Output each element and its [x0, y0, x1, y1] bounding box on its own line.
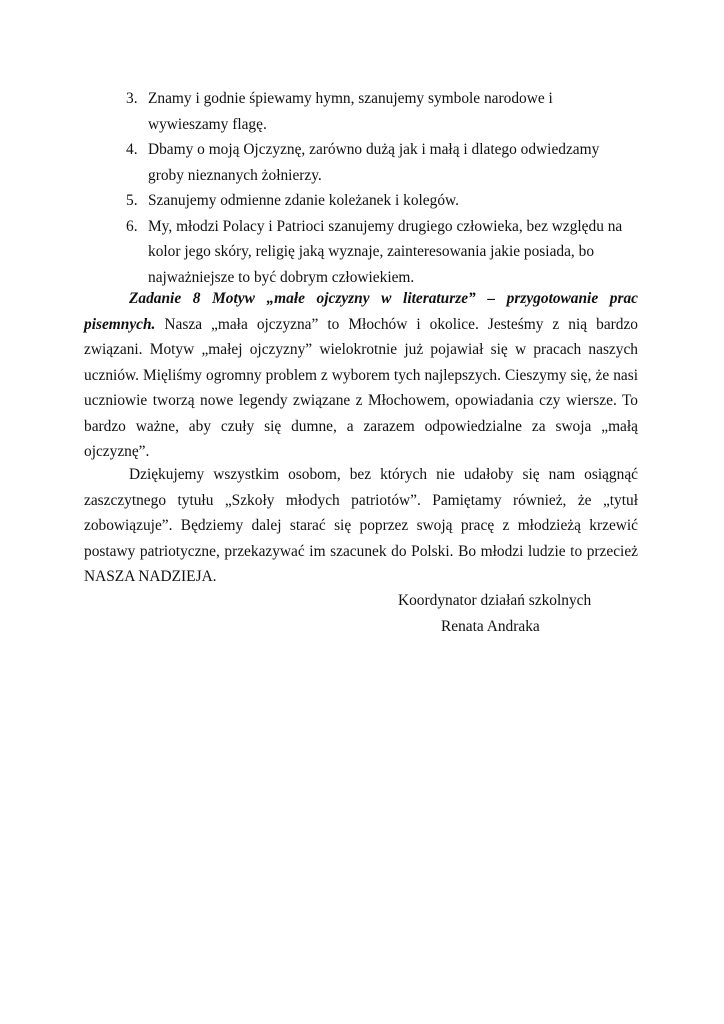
thanks-paragraph [84, 462, 638, 590]
thanks-text: Dziękujemy wszystkim osobom, bez których nie udałoby się nam osiągnąć zaszczytnego tytułu „Szkoły młodych patriotów”. Pamiętamy również, że „tytuł zobowiązuje”. Będziemy dalej starać się poprzez swoją pracę z młodzieżą krzewić postawy patriotyczne, przekazywać im szacunek do Polski. Bo młodzi ludzie to przecież NASZA NADZIEJA. [84, 466, 638, 585]
task-8-title: Zadanie 8 Motyw „małe ojczyzny w literaturze” – przygotowanie prac pisemnych. [84, 290, 638, 333]
task-8-text: Nasza „mała ojczyzna” to Młochów i okolice. Jesteśmy z nią bardzo związani. Motyw „małej ojczyzny” wielokrotnie już pojawiał się w pracach naszych uczniów. Mięliśmy ogromny problem z wyborem tych najlepszych. Cieszymy się, że nasi uczniowie tworzą nowe legendy związane z Młochowem, opowiadania czy wiersze. To bardzo ważne, aby czuły się dumne, a zarazem odpowiedzialne za swoja „małą ojczyznę”. [84, 315, 638, 460]
numbered-list [126, 86, 626, 290]
list-item-number: 5. [126, 192, 138, 209]
signature-role: Koordynator działań szkolnych [398, 592, 592, 609]
list-item-number: 6. [126, 217, 138, 235]
list-item-text: Znamy i godnie śpiewamy hymn, szanujemy symbole narodowe i wywieszamy flagę. [148, 90, 553, 133]
list-item [126, 86, 626, 137]
list-item-number: 3. [126, 90, 138, 107]
task-8-paragraph [84, 286, 638, 465]
list-item-text: Dbamy o moją Ojczyznę, zarówno dużą jak i małą i dlatego odwiedzamy groby nieznanych żołnierzy. [148, 141, 600, 184]
list-item-text: My, młodzi Polacy i Patrioci szanujemy drugiego człowieka, bez względu na kolor jego skóry, religię jaką wyznaje, zainteresowania jakie posiada, bo najważniejsze to być dobrym człowiekiem. [148, 217, 623, 286]
list-item-text: Szanujemy odmienne zdanie koleżanek i kolegów. [148, 192, 459, 209]
list-item [126, 214, 626, 291]
signature-name: Renata Andraka [441, 618, 540, 635]
list-item [126, 137, 626, 188]
list-item [126, 188, 626, 214]
list-item-number: 4. [126, 141, 138, 158]
